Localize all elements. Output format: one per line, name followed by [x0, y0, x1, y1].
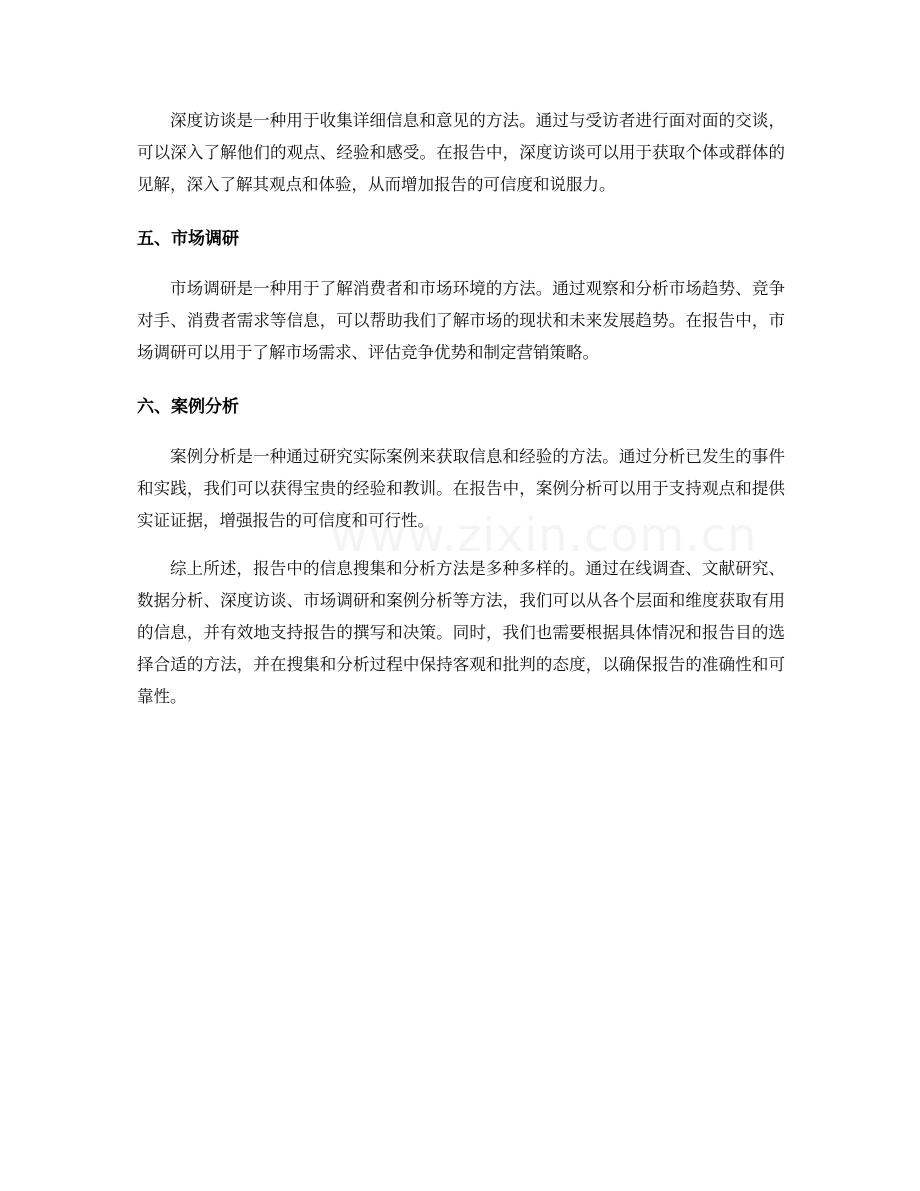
paragraph-case-analysis: 案例分析是一种通过研究实际案例来获取信息和经验的方法。通过分析已发生的事件和实践，我们可以获得宝贵的经验和教训。在报告中，案例分析可以用于支持观点和提供实证证据，增强报告的可信度和可行性。 — [137, 447, 785, 530]
paragraph-market-research: 市场调研是一种用于了解消费者和市场环境的方法。通过观察和分析市场趋势、竞争对手、消费者需求等信息，可以帮助我们了解市场的现状和未来发展趋势。在报告中，市场调研可以用于了解市场需求、评估竞争优势和制定营销策略。 — [137, 279, 785, 362]
document-body — [137, 105, 785, 713]
section-heading-case-analysis: 六、案例分析 — [137, 397, 239, 417]
section-heading-market-research: 五、市场调研 — [137, 229, 239, 249]
paragraph-depth-interview: 深度访谈是一种用于收集详细信息和意见的方法。通过与受访者进行面对面的交谈，可以深入了解他们的观点、经验和感受。在报告中，深度访谈可以用于获取个体或群体的见解，深入了解其观点和体验，从而增加报告的可信度和说服力。 — [137, 111, 785, 194]
paragraph-conclusion: 综上所述，报告中的信息搜集和分析方法是多种多样的。通过在线调查、文献研究、数据分析、深度访谈、市场调研和案例分析等方法，我们可以从各个层面和维度获取有用的信息，并有效地支持报告的撰写和决策。同时，我们也需要根据具体情况和报告目的选择合适的方法，并在搜集和分析过程中保持客观和批判的态度，以确保报告的准确性和可靠性。 — [137, 559, 785, 706]
